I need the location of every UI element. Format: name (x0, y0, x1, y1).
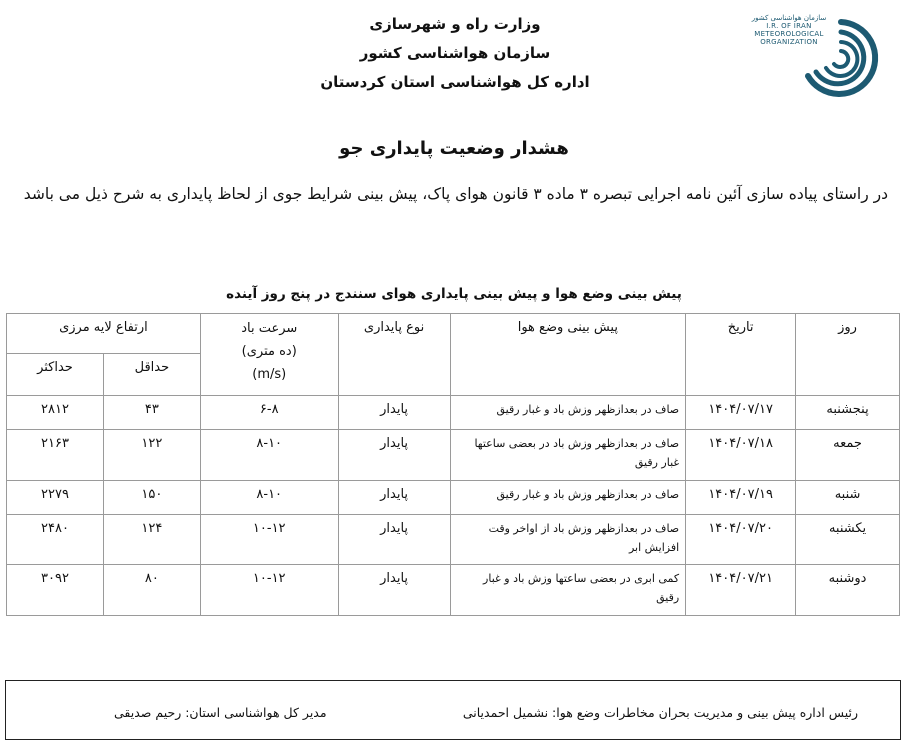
table-row (7, 396, 900, 430)
header-max: حداکثر (7, 354, 104, 396)
logo-spiral-icon (802, 14, 880, 110)
header-wind-unit2: (m/s) (252, 367, 287, 382)
page-title: هشدار وضعیت پایداری جو (339, 138, 569, 159)
organization-logo (750, 10, 880, 110)
forecast-table (6, 313, 900, 616)
organization-name: سازمان هواشناسی کشور (359, 44, 551, 62)
cell-max: ۲۲۷۹ (7, 481, 104, 515)
cell-day: جمعه (796, 430, 900, 481)
department-name: اداره کل هواشناسی استان کردستان (320, 73, 590, 91)
table-row (7, 515, 900, 565)
cell-date: ۱۴۰۴/۰۷/۲۱ (686, 565, 796, 616)
cell-forecast: صاف در بعدازظهر وزش باد در بعضی ساعتها غبار رقیق (450, 430, 686, 481)
cell-min: ۱۲۲ (103, 430, 200, 481)
header-wind-unit1: (ده متری) (241, 344, 297, 359)
cell-date: ۱۴۰۴/۰۷/۱۹ (686, 481, 796, 515)
header-forecast: پیش بینی وضع هوا (450, 314, 686, 396)
cell-wind: ۶-۸ (200, 396, 338, 430)
cell-day: شنبه (796, 481, 900, 515)
intro-paragraph: در راستای پیاده سازی آئین نامه اجرایی تبصره ۳ ماده ۳ قانون هوای پاک، پیش بینی شرایط جوی از لحاظ پایداری به شرح ذیل می باشد (23, 185, 888, 203)
cell-forecast: صاف در بعدازظهر وزش باد و غبار رقیق (450, 396, 686, 430)
cell-day: یکشنبه (796, 515, 900, 565)
header-min: حداقل (103, 354, 200, 396)
logo-fa-text: سازمان هواشناسی کشور (751, 14, 827, 22)
cell-stability: پایدار (338, 515, 450, 565)
cell-wind: ۱۰-۱۲ (200, 565, 338, 616)
cell-min: ۱۲۴ (103, 515, 200, 565)
cell-min: ۸۰ (103, 565, 200, 616)
cell-max: ۲۱۶۳ (7, 430, 104, 481)
cell-date: ۱۴۰۴/۰۷/۱۸ (686, 430, 796, 481)
cell-stability: پایدار (338, 430, 450, 481)
header-stability: نوع پایداری (338, 314, 450, 396)
cell-day: پنجشنبه (796, 396, 900, 430)
cell-stability: پایدار (338, 565, 450, 616)
cell-max: ۲۴۸۰ (7, 515, 104, 565)
table-row (7, 481, 900, 515)
ministry-name: وزارت راه و شهرسازی (369, 15, 541, 33)
cell-max: ۲۸۱۲ (7, 396, 104, 430)
table-row (7, 430, 900, 481)
table-caption: پیش بینی وضع هوا و پیش بینی پایداری هوای سنندج در پنج روز آینده (226, 286, 682, 302)
header-day: روز (796, 314, 900, 396)
cell-forecast: صاف در بعدازظهر وزش باد و غبار رقیق (450, 481, 686, 515)
cell-date: ۱۴۰۴/۰۷/۲۰ (686, 515, 796, 565)
cell-min: ۱۵۰ (103, 481, 200, 515)
cell-date: ۱۴۰۴/۰۷/۱۷ (686, 396, 796, 430)
logo-en-line3: ORGANIZATION (760, 38, 818, 46)
header-wind (200, 314, 338, 396)
logo-en-line1: I.R. OF IRAN (766, 22, 812, 30)
header-boundary-layer: ارتفاع لایه مرزی (7, 314, 201, 354)
director-signature: مدیر کل هواشناسی استان: رحیم صدیقی (114, 705, 327, 720)
cell-min: ۴۳ (103, 396, 200, 430)
cell-forecast: صاف در بعدازظهر وزش باد از اواخر وقت افزایش ابر (450, 515, 686, 565)
cell-day: دوشنبه (796, 565, 900, 616)
header-date: تاریخ (686, 314, 796, 396)
cell-stability: پایدار (338, 396, 450, 430)
cell-forecast: کمی ابری در بعضی ساعتها وزش باد و غبار رقیق (450, 565, 686, 616)
cell-stability: پایدار (338, 481, 450, 515)
header-wind-label: سرعت باد (241, 321, 298, 336)
table-row (7, 565, 900, 616)
cell-wind: ۸-۱۰ (200, 430, 338, 481)
cell-wind: ۱۰-۱۲ (200, 515, 338, 565)
letterhead (250, 10, 660, 97)
logo-en-line2: METEOROLOGICAL (754, 30, 824, 38)
cell-max: ۳۰۹۲ (7, 565, 104, 616)
cell-wind: ۸-۱۰ (200, 481, 338, 515)
forecast-head-signature: رئیس اداره پیش بینی و مدیریت بحران مخاطرات وضع هوا: نشمیل احمدیانی (462, 705, 858, 720)
signature-box (5, 680, 901, 740)
